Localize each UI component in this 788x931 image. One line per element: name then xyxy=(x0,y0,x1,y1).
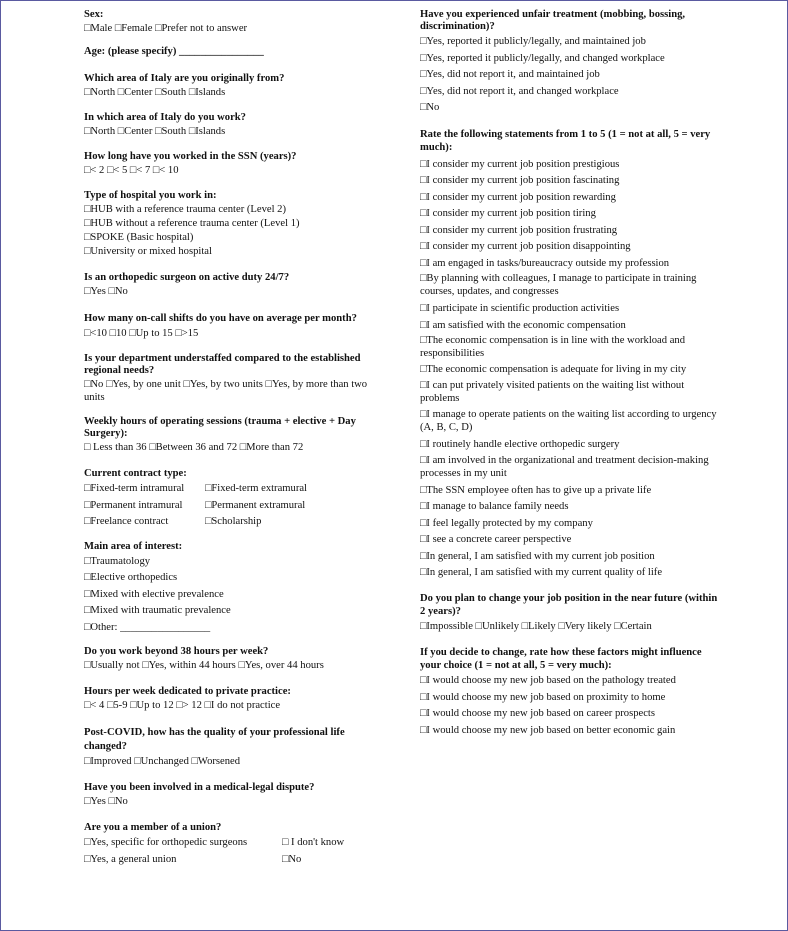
question-title: Current contract type: xyxy=(84,468,187,479)
question-age xyxy=(84,46,384,58)
contract-options xyxy=(84,481,384,531)
option-row[interactable]: □Yes, did not report it, and changed workplace xyxy=(420,85,619,97)
option-row[interactable]: □< 2 □< 5 □< 7 □< 10 xyxy=(84,165,179,176)
question-title: Do you work beyond 38 hours per week? xyxy=(84,646,269,657)
statement-row[interactable]: □I participate in scientific production activities xyxy=(420,303,620,314)
statement-row[interactable]: □The economic compensation is adequate for living in my city xyxy=(420,364,687,375)
question-unfair-treatment xyxy=(420,9,720,117)
option-cell[interactable]: □Permanent extramural xyxy=(205,499,306,511)
question-title: Main area of interest: xyxy=(84,540,183,552)
question-understaffed xyxy=(84,353,384,404)
option-cell[interactable]: □Yes, a general union xyxy=(84,853,177,865)
option-row[interactable]: □University or mixed hospital xyxy=(84,246,212,257)
option-cell[interactable]: □Scholarship xyxy=(205,516,262,527)
option-row[interactable]: □Traumatology xyxy=(84,555,151,567)
option-cell[interactable]: □Yes, specific for orthopedic surgeons xyxy=(84,837,248,848)
option-row[interactable]: □< 4 □5-9 □Up to 12 □> 12 □I do not practice xyxy=(84,700,281,711)
left-column xyxy=(84,9,384,868)
option-cell[interactable]: □Fixed-term intramural xyxy=(84,483,185,494)
question-years-ssn xyxy=(84,151,384,178)
option-cell[interactable]: □ I don't know xyxy=(282,837,345,848)
statement-row[interactable]: □In general, I am satisfied with my current job position xyxy=(420,550,655,562)
statement-row[interactable]: □I feel legally protected by my company xyxy=(420,517,593,529)
question-weekly-operating-hours xyxy=(84,416,384,455)
option-row[interactable]: □Elective orthopedics xyxy=(84,572,178,583)
statement-row[interactable]: □I am engaged in tasks/bureaucracy outside my profession xyxy=(420,257,670,269)
question-title: Type of hospital you work in: xyxy=(84,190,217,201)
statement-row[interactable]: □I consider my current job position disappointing xyxy=(420,241,631,252)
question-title: Have you been involved in a medical-legal dispute? xyxy=(84,782,315,793)
statement-row[interactable]: □The SSN employee often has to give up a private life xyxy=(420,484,652,496)
option-row[interactable]: □Yes □No xyxy=(84,796,128,807)
question-title: How long have you worked in the SSN (years)? xyxy=(84,151,297,162)
option-row[interactable]: □No □Yes, by one unit □Yes, by two units □Yes, by more than two units xyxy=(84,379,368,403)
option-cell[interactable]: □Permanent intramural xyxy=(84,499,183,511)
option-row[interactable]: □<10 □10 □Up to 15 □>15 xyxy=(84,328,199,339)
factor-row[interactable]: □I would choose my new job based on the pathology treated xyxy=(420,675,676,686)
question-sex xyxy=(84,9,384,36)
question-title: Is an orthopedic surgeon on active duty 24/7? xyxy=(84,272,290,283)
option-row[interactable]: □HUB with a reference trauma center (Level 2) xyxy=(84,204,286,215)
statement-row[interactable]: □I consider my current job position frustrating xyxy=(420,224,618,236)
option-row[interactable]: □Male □Female □Prefer not to answer xyxy=(84,23,248,34)
statement-row[interactable]: □I consider my current job position prestigious xyxy=(420,158,620,170)
option-row[interactable]: □Yes, reported it publicly/legally, and maintained job xyxy=(420,36,646,47)
question-change-job xyxy=(420,592,720,636)
option-cell[interactable]: □Fixed-term extramural xyxy=(205,483,308,494)
question-hospital-type xyxy=(84,190,384,259)
statement-row[interactable]: □By planning with colleagues, I manage to participate in training courses, updates, and congresses xyxy=(420,273,697,297)
question-title: Do you plan to change your job position in the near future (within 2 years)? xyxy=(420,592,718,617)
question-change-factors xyxy=(420,646,720,739)
statement-row[interactable]: □In general, I am satisfied with my current quality of life xyxy=(420,567,663,578)
question-title: Is your department understaffed compared to the established regional needs? xyxy=(84,353,361,376)
question-surgeon-24-7 xyxy=(84,272,384,299)
question-title: Are you a member of a union? xyxy=(84,822,222,833)
statement-row[interactable]: □I consider my current job position rewarding xyxy=(420,191,616,203)
question-title: How many on-call shifts do you have on average per month? xyxy=(84,313,357,324)
question-title: Hours per week dedicated to private practice: xyxy=(84,686,291,697)
question-title: Post-COVID, how has the quality of your professional life changed? xyxy=(84,727,345,752)
option-row[interactable]: □Improved □Unchanged □Worsened xyxy=(84,756,241,767)
question-contract-type xyxy=(84,468,384,531)
option-row[interactable]: □HUB without a reference trauma center (Level 1) xyxy=(84,218,300,229)
option-row[interactable]: □No xyxy=(420,102,440,113)
option-row[interactable]: □North □Center □South □Islands xyxy=(84,87,226,98)
option-row[interactable]: □Mixed with traumatic prevalence xyxy=(84,605,231,616)
option-cell[interactable]: □No xyxy=(282,853,302,865)
question-union-member xyxy=(84,822,384,868)
question-origin-area xyxy=(84,73,384,100)
union-options xyxy=(84,835,384,868)
option-row[interactable]: □SPOKE (Basic hospital) xyxy=(84,232,194,243)
statement-row[interactable]: □I am satisfied with the economic compensation xyxy=(420,319,626,331)
factor-row[interactable]: □I would choose my new job based on better economic gain xyxy=(420,724,676,736)
option-row[interactable]: □North □Center □South □Islands xyxy=(84,126,226,137)
question-rate-statements xyxy=(420,128,720,582)
question-title: If you decide to change, rate how these factors might influence your choice (1 = not at all, 5 = very much): xyxy=(420,647,702,671)
option-row[interactable]: □Usually not □Yes, within 44 hours □Yes, over 44 hours xyxy=(84,660,324,671)
statement-row[interactable]: □I manage to operate patients on the waiting list according to urgency (A, B, C, D) xyxy=(420,409,717,433)
right-column xyxy=(420,9,720,739)
option-row[interactable]: □Other: _________________ xyxy=(84,621,211,633)
question-title: Sex: xyxy=(84,9,104,20)
question-title: Have you experienced unfair treatment (mobbing, bossing, discrimination)? xyxy=(420,9,686,32)
question-title[interactable]: Age: (please specify) ________________ xyxy=(84,46,264,57)
question-title: Rate the following statements from 1 to 5 (1 = not at all, 5 = very much): xyxy=(420,128,711,153)
statement-row[interactable]: □I consider my current job position tiring xyxy=(420,208,596,219)
statement-row[interactable]: □The economic compensation is in line with the workload and responsibilities xyxy=(420,335,685,359)
option-row[interactable]: □Yes, did not report it, and maintained job xyxy=(420,69,600,80)
option-cell[interactable]: □Freelance contract xyxy=(84,516,169,527)
statement-row[interactable]: □I can put privately visited patients on the waiting list without problems xyxy=(420,380,685,404)
statement-row[interactable]: □I consider my current job position fascinating xyxy=(420,175,620,186)
question-title: Weekly hours of operating sessions (trauma + elective + Day Surgery): xyxy=(84,416,356,439)
option-row[interactable]: □ Less than 36 □Between 36 and 72 □More than 72 xyxy=(84,442,304,453)
option-row[interactable]: □Impossible □Unlikely □Likely □Very likely □Certain xyxy=(420,620,652,632)
question-main-interest xyxy=(84,541,384,637)
question-medical-legal-dispute xyxy=(84,782,384,809)
question-on-call-shifts xyxy=(84,311,384,341)
statement-row[interactable]: □I manage to balance family needs xyxy=(420,501,569,512)
question-title: Which area of Italy are you originally from? xyxy=(84,73,285,84)
factor-row[interactable]: □I would choose my new job based on proximity to home xyxy=(420,691,666,703)
option-row[interactable]: □Yes, reported it publicly/legally, and changed workplace xyxy=(420,52,665,64)
question-title: In which area of Italy do you work? xyxy=(84,112,246,123)
statement-row[interactable]: □I am involved in the organizational and treatment decision-making processes in my unit xyxy=(420,454,709,479)
option-row[interactable]: □Mixed with elective prevalence xyxy=(84,588,224,600)
statement-row[interactable]: □I routinely handle elective orthopedic surgery xyxy=(420,439,620,450)
question-private-practice xyxy=(84,686,384,713)
factor-row[interactable]: □I would choose my new job based on career prospects xyxy=(420,708,655,719)
question-beyond-38-hours xyxy=(84,646,384,673)
statement-row[interactable]: □I see a concrete career perspective xyxy=(420,534,572,545)
option-row[interactable]: □Yes □No xyxy=(84,286,128,297)
question-work-area xyxy=(84,112,384,139)
question-post-covid xyxy=(84,726,384,769)
